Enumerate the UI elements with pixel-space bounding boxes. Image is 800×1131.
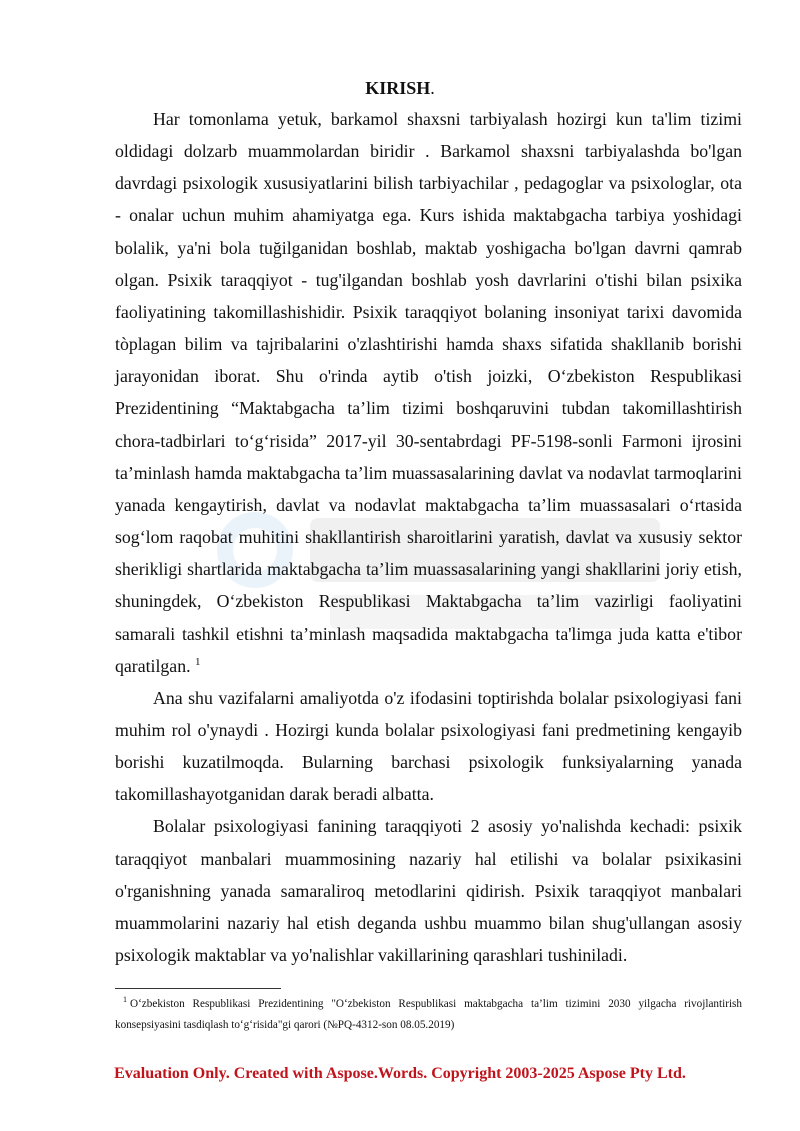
page-title: KIRISH. [365, 78, 435, 98]
body-text [115, 103, 742, 971]
footnote-mark: 1 [123, 995, 127, 1005]
footnote-separator [115, 988, 281, 989]
footnote-reference[interactable]: 1 [195, 655, 201, 668]
paragraph-1: Har tomonlama yetuk, barkamol shaxsni tarbiyalash hozirgi kun ta'lim tizimi oldidagi dolzarb muammolardan biridir . Barkamol shaxsni tarbiyalashda bo'lgan davrdagi psixologik xususiyatlarini bilish tarbiyachilar , pedagoglar va psixologlar, ota - onalar uchun muhim ahamiyatga ega. Kurs ishida maktabgacha tarbiya yoshidagi bolalik, ya'ni bola tuğilganidan boshlab, maktab yoshigacha bo'lgan davrni qamrab olgan. Psixik taraqqiyot - tug'ilgandan boshlab yosh davrlarini o'tishi bilan psixika faoliyatining takomillashishidir. Psixik taraqqiyot bolaning insoniyat tarixi davomida tòplagan bilim va tajribalarini o'zlashtirishi hamda shaxs sifatida shakllanib borishi jarayonidan iborat. Shu o'rinda aytib o'tish joizki, O‘zbekiston Respublikasi Prezidentining “Maktabgacha ta’lim tizimi boshqaruvini tubdan takomillashtirish chora-tadbirlari to‘g‘risida” 2017-yil 30-sentabrdagi PF-5198-sonli Farmoni ijrosini ta’minlash hamda maktabgacha ta’lim muassasalarining davlat va nodavlat tarmoqlarini yanada kengaytirish, davlat va nodavlat maktabgacha ta’lim muassasalari o‘rtasida sog‘lom raqobat muhitini shakllantirish sharoitlarini yaratish, davlat va xususiy sektor sherikligi shartlarida maktabgacha ta’lim muassasalarining yangi shakllarini joriy etish, shuningdek, O‘zbekiston Respublikasi Maktabgacha ta’lim vazirligi faoliyatini samarali tashkil etishni ta’minlash maqsadida maktabgacha ta'limga juda katta e'tibor qaratilgan. $^1$ [115, 109, 742, 676]
paragraph-2: Ana shu vazifalarni amaliyotda o'z ifodasini toptirishda bolalar psixologiyasi fani muhim rol o'ynaydi . Hozirgi kunda bolalar psixologiyasi fani predmetining kengayib borishi kuzatilmoqda. Bularning barchasi psixologik funksiyalarning yanada takomillashayotganidan darak beradi albatta. [115, 687, 742, 805]
footnote [115, 994, 742, 1036]
evaluation-notice: Evaluation Only. Created with Aspose.Words. Copyright 2003-2025 Aspose Pty Ltd. [114, 1065, 686, 1082]
footnote-text: O‘zbekiston Respublikasi Prezidentining "O‘zbekiston Respublikasi maktabgacha ta’lim tizimini 2030 yilgacha rivojlantirish konsepsiyasini tasdiqlash to‘g‘risida"gi qarori (№PQ-4312-son 08.05.2019) [115, 998, 742, 1031]
paragraph-3: Bolalar psixologiyasi fanining taraqqiyoti 2 asosiy yo'nalishda kechadi: psixik taraqqiyot manbalari muammosining nazariy hal etilishi va bolalar psixikasini o'rganishning yanada samaraliroq metodlarini qidirish. Psixik taraqqiyot manbalari muammolarini nazariy hal etish deganda ushbu muammo bilan shug'ullangan asosiy psixologik maktablar va yo'nalishlar vakillarining qarashlari tushiniladi. [115, 816, 742, 966]
